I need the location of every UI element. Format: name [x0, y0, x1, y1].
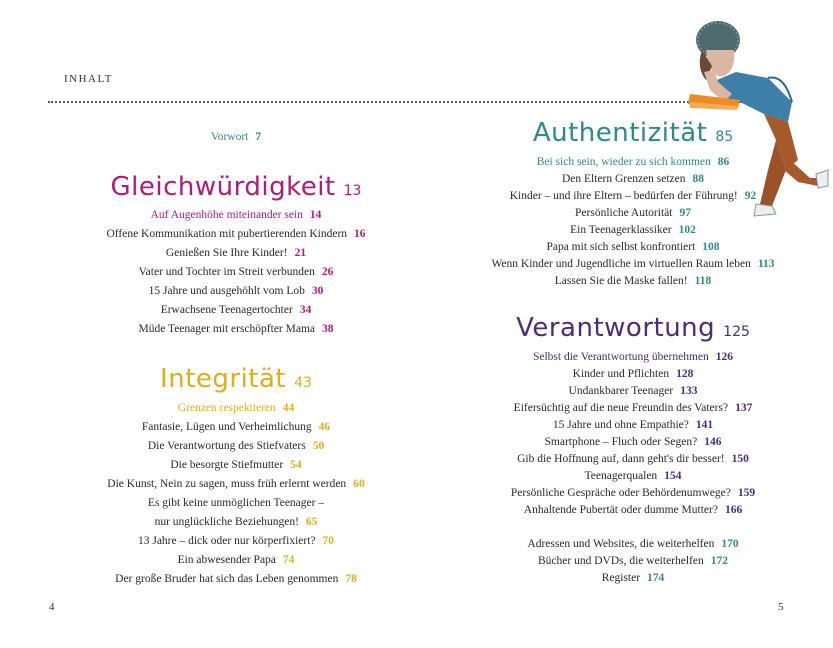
toc-entry[interactable]: Papa mit sich selbst konfrontiert 108	[546, 241, 720, 253]
toc-entry[interactable]: Ein abwesender Papa 74	[177, 554, 295, 566]
toc-entry[interactable]: Undankbarer Teenager 133	[568, 385, 698, 397]
toc-entry[interactable]: 15 Jahre und ohne Empathie? 141	[552, 419, 714, 431]
toc-entry[interactable]: Lassen Sie die Maske fallen! 118	[554, 275, 712, 287]
toc-appendix-entry[interactable]: Register 174	[601, 572, 665, 584]
toc-entry[interactable]: Kinder – und ihre Eltern – bedürfen der Führung! 92	[509, 190, 757, 202]
toc-entry[interactable]: Den Eltern Grenzen setzen 88	[561, 173, 705, 185]
toc-entry[interactable]: Anhaltende Pubertät oder dumme Mutter? 166	[523, 504, 743, 516]
toc-entry[interactable]: Eifersüchtig auf die neue Freundin des Vaters? 137	[513, 402, 753, 414]
section-title-authentizitaet[interactable]: Authentizität 85	[532, 118, 734, 148]
toc-entry[interactable]: Selbst die Verantwortung übernehmen 126	[532, 351, 733, 363]
toc-entry[interactable]: Offene Kommunikation mit pubertierenden Kindern 16	[106, 228, 366, 240]
toc-entry[interactable]: Fantasie, Lügen und Verheimlichung 46	[141, 421, 331, 433]
toc-entry[interactable]: Müde Teenager mit erschöpfter Mama 38	[138, 323, 334, 335]
section-title-integritaet[interactable]: Integrität 43	[160, 364, 312, 394]
toc-entry[interactable]: Teenagerqualen 154	[584, 470, 682, 482]
running-header: INHALT	[64, 73, 113, 85]
toc-entry-vorwort[interactable]: Vorwort 7	[210, 131, 262, 143]
page-number-right: 5	[778, 601, 784, 613]
toc-entry[interactable]: Wenn Kinder und Jugendliche im virtuellen Raum leben 113	[491, 258, 775, 270]
toc-entry[interactable]: Smartphone – Fluch oder Segen? 146	[544, 436, 722, 448]
toc-entry[interactable]: Gib die Hoffnung auf, dann geht's dir besser! 150	[517, 453, 749, 465]
toc-appendix-entry[interactable]: Adressen und Websites, die weiterhelfen 170	[527, 538, 739, 550]
toc-entry[interactable]: Erwachsene Teenagertochter 34	[160, 304, 312, 316]
toc-entry[interactable]: Ein Teenagerklassiker 102	[570, 224, 696, 236]
toc-entry[interactable]: nur unglückliche Beziehungen! 65	[154, 516, 318, 528]
toc-entry[interactable]: Vater und Tochter im Streit verbunden 26	[138, 266, 334, 278]
toc-entry[interactable]: Die besorgte Stiefmutter 54	[170, 459, 302, 471]
toc-entry[interactable]: Bei sich sein, wieder zu sich kommen 86	[536, 156, 730, 168]
toc-entry[interactable]: 13 Jahre – dick oder nur körperfixiert? 70	[137, 535, 335, 547]
toc-entry[interactable]: Die Verantwortung des Stiefvaters 50	[147, 440, 325, 452]
toc-entry[interactable]: Persönliche Autorität 97	[575, 207, 691, 219]
toc-entry[interactable]: 15 Jahre und ausgehöhlt vom Lob 30	[148, 285, 324, 297]
section-title-verantwortung[interactable]: Verantwortung 125	[516, 313, 750, 343]
page-number-left: 4	[49, 601, 55, 613]
toc-entry[interactable]: Genießen Sie Ihre Kinder! 21	[165, 247, 307, 259]
toc-entry[interactable]: Grenzen respektieren 44	[177, 402, 295, 414]
toc-entry[interactable]: Es gibt keine unmöglichen Teenager –	[147, 497, 325, 509]
toc-entry[interactable]: Persönliche Gespräche oder Behördenumwege? 159	[510, 487, 756, 499]
section-title-gleichwuerdigkeit[interactable]: Gleichwürdigkeit 13	[110, 172, 362, 202]
toc-entry[interactable]: Kinder und Pflichten 128	[572, 368, 694, 380]
toc-entry[interactable]: Auf Augenhöhe miteinander sein 14	[150, 209, 322, 221]
toc-entry[interactable]: Die Kunst, Nein zu sagen, muss früh erlernt werden 60	[107, 478, 365, 490]
toc-entry[interactable]: Der große Bruder hat sich das Leben genommen 78	[115, 573, 357, 585]
toc-appendix-entry[interactable]: Bücher und DVDs, die weiterhelfen 172	[538, 555, 728, 567]
